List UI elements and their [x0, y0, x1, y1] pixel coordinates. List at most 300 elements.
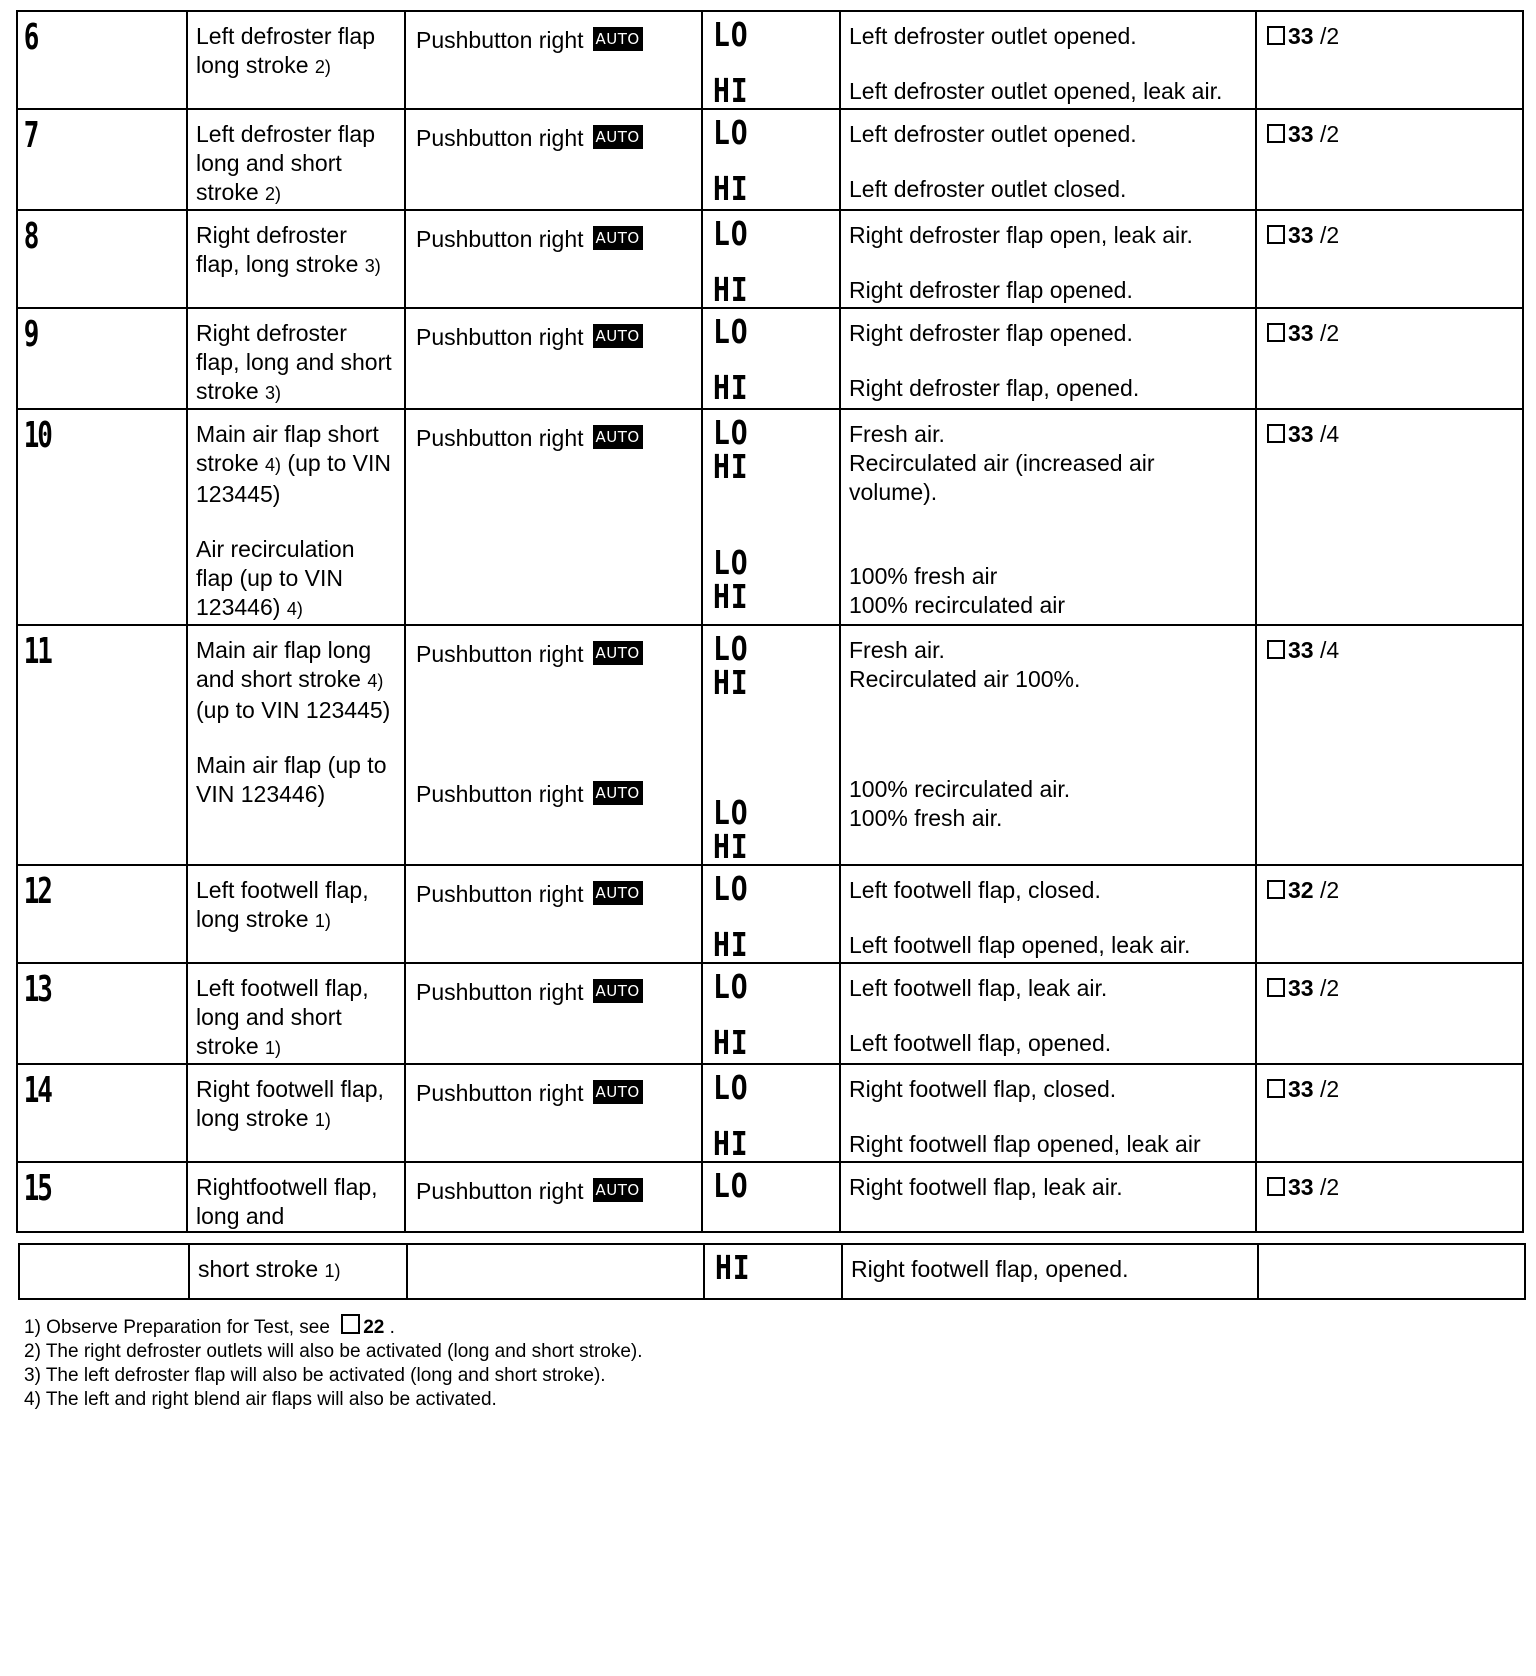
description-cell [187, 865, 405, 963]
description-text [196, 636, 396, 725]
result-text: 100% recirculated air. [849, 776, 1071, 802]
description-part: Left footwell flap, long and short stroke [196, 975, 369, 1059]
footnote-marker: 4) [286, 599, 303, 619]
auto-button-icon: AUTO [593, 641, 643, 665]
button-cell [407, 1244, 704, 1299]
lcd-readout: LO [713, 543, 749, 582]
page-ref-number: 33 [1288, 637, 1314, 663]
results [841, 410, 1255, 620]
step-cell [17, 11, 187, 109]
description-part: Right defroster flap, long stroke [196, 222, 365, 277]
description-text [196, 1173, 396, 1231]
button-label: Pushbutton right [416, 425, 584, 451]
result-cell [840, 963, 1256, 1064]
reference-cell [1258, 1244, 1525, 1299]
page-ref-number: 33 [1288, 421, 1314, 447]
reference-cell [1256, 308, 1523, 409]
result-text: Right defroster flap, opened. [849, 375, 1140, 401]
button-label: Pushbutton right [416, 641, 584, 667]
test-step-row [17, 409, 1523, 625]
page-ref-number: 33 [1288, 23, 1314, 49]
button-label: Pushbutton right [416, 1178, 584, 1204]
button-label: Pushbutton right [416, 1080, 584, 1106]
result-cell [840, 109, 1256, 210]
button-label: Pushbutton right [416, 881, 584, 907]
page-reference [1257, 211, 1522, 250]
description-text [196, 535, 396, 624]
result-cell [840, 865, 1256, 963]
auto-button-icon: AUTO [593, 425, 643, 449]
results [841, 211, 1255, 305]
description [188, 309, 404, 408]
page-reference [1257, 309, 1522, 348]
auto-button-icon: AUTO [593, 125, 643, 149]
result-text: Recirculated air (increased air volume). [849, 450, 1155, 505]
result-text: 100% fresh air [849, 563, 998, 589]
page-ref-number: 33 [1288, 320, 1314, 346]
step-number: 12 [23, 871, 51, 912]
description-cell [187, 1162, 405, 1232]
button-cell [405, 308, 702, 409]
result-text: Left defroster outlet opened. [849, 23, 1137, 49]
results [841, 866, 1255, 960]
lcd-readout: HI [713, 368, 749, 407]
lcd-readout: LO [713, 113, 749, 152]
button-cell [405, 865, 702, 963]
button-label: Pushbutton right [416, 226, 584, 252]
lcd-readout: LO [713, 629, 749, 668]
page-ref-number: 33 [1288, 121, 1314, 147]
result-text: Right footwell flap opened, leak air [849, 1131, 1201, 1157]
result-text: Right footwell flap, opened. [851, 1256, 1129, 1282]
button-instructions [406, 12, 701, 55]
test-step-row [17, 865, 1523, 963]
button-instruction [416, 640, 693, 669]
footnote-marker: 4) [265, 455, 282, 475]
page-ref-icon [1267, 978, 1285, 997]
lcd-readout: HI [713, 577, 749, 616]
lcd-readout: LO [713, 869, 749, 908]
description [188, 964, 404, 1063]
description-cell [187, 625, 405, 865]
step-cell [19, 1244, 189, 1299]
auto-button-icon: AUTO [593, 979, 643, 1003]
lcd-readout: HI [713, 71, 749, 110]
lcd-readout: HI [713, 1124, 749, 1163]
results [841, 110, 1255, 204]
button-instruction [416, 780, 693, 809]
continuation-row [19, 1244, 1525, 1299]
step-number: 15 [23, 1168, 51, 1209]
description [188, 410, 404, 624]
description-text [196, 221, 396, 281]
description-part: Main air flap (up to VIN 123446) [196, 752, 387, 807]
button-instruction [416, 323, 693, 352]
result-text: Right defroster flap opened. [849, 277, 1133, 303]
description-part: Rightfootwell flap, long and [196, 1174, 378, 1229]
button-label: Pushbutton right [416, 125, 584, 151]
lcd-readout: HI [715, 1248, 751, 1287]
footnote-text: 3) The left defroster flap will also be activated (long and short stroke). [24, 1365, 606, 1386]
footnote [24, 1314, 1522, 1340]
auto-button-icon: AUTO [593, 1178, 643, 1202]
result-cell [840, 1064, 1256, 1162]
reference-cell [1256, 409, 1523, 625]
description [188, 866, 404, 936]
display-cell [702, 1162, 840, 1232]
reference-cell [1256, 1064, 1523, 1162]
reference-cell [1256, 1162, 1523, 1232]
display-cell [702, 963, 840, 1064]
description [188, 1163, 404, 1231]
test-step-row [17, 109, 1523, 210]
description-cell [187, 963, 405, 1064]
page-ref-icon [1267, 1177, 1285, 1196]
result-text: 100% recirculated air [849, 592, 1066, 618]
button-instruction [416, 978, 693, 1007]
button-cell [405, 409, 702, 625]
description-cell [187, 409, 405, 625]
description-part: Left defroster flap long stroke [196, 23, 375, 78]
display-readouts [703, 866, 839, 962]
description-text [196, 22, 396, 82]
test-step-row [17, 625, 1523, 865]
description-cell [187, 308, 405, 409]
page-ref-figure: /2 [1313, 877, 1340, 903]
step-cell [17, 109, 187, 210]
test-step-row [17, 210, 1523, 308]
description-cell [187, 11, 405, 109]
results [841, 309, 1255, 403]
lcd-readout: LO [713, 312, 749, 351]
result-text: Left footwell flap, closed. [849, 877, 1101, 903]
page-reference [1257, 866, 1522, 905]
description-text [196, 420, 396, 509]
display-readouts [703, 110, 839, 206]
footnote-marker: 1) [324, 1261, 341, 1281]
result-cell [842, 1244, 1258, 1299]
page-ref-figure: /2 [1313, 320, 1340, 346]
lcd-readout: HI [713, 1023, 749, 1062]
description [188, 211, 404, 281]
result-text: Left footwell flap, opened. [849, 1030, 1112, 1056]
page-ref-figure: /4 [1313, 637, 1340, 663]
step-cell [17, 1064, 187, 1162]
description-part: (up to VIN 123445) [196, 697, 391, 723]
page-ref-icon [1267, 26, 1285, 45]
description [188, 626, 404, 809]
lcd-readout: LO [713, 1068, 749, 1107]
footnote-marker: 2) [314, 57, 331, 77]
lcd-readout: HI [713, 169, 749, 208]
button-label: Pushbutton right [416, 27, 584, 53]
button-instruction [416, 124, 693, 153]
button-cell [405, 1162, 702, 1232]
button-instruction [416, 26, 693, 55]
result-text: Right footwell flap, leak air. [849, 1174, 1123, 1200]
display-readouts [703, 626, 839, 864]
page-ref-figure: /2 [1313, 1174, 1340, 1200]
footnote-marker: 1) [314, 1110, 331, 1130]
footnote [24, 1388, 1522, 1412]
auto-button-icon: AUTO [593, 27, 643, 51]
display-cell [702, 865, 840, 963]
lcd-readout: HI [713, 447, 749, 486]
display-cell [702, 625, 840, 865]
result-text: Right footwell flap, closed. [849, 1076, 1117, 1102]
description-part: Main air flap short stroke [196, 421, 379, 476]
button-cell [405, 210, 702, 308]
page-ref-icon [1267, 124, 1285, 143]
page-ref-figure: /4 [1313, 421, 1340, 447]
description-part: Left footwell flap, long stroke [196, 877, 369, 932]
lcd-readout: LO [713, 1166, 749, 1205]
result-text: Fresh air. [849, 421, 945, 447]
continuation-table [18, 1243, 1526, 1300]
step-cell [17, 625, 187, 865]
auto-button-icon: AUTO [593, 226, 643, 250]
button-instructions [406, 110, 701, 153]
description-text: short stroke [198, 1256, 325, 1282]
test-step-row [17, 11, 1523, 109]
footnote-marker: 2) [265, 184, 282, 204]
button-instructions [406, 1163, 701, 1206]
footnote-text: 1) Observe Preparation for Test, see [24, 1317, 336, 1338]
result-text: Left defroster outlet opened. [849, 121, 1137, 147]
page-ref-number: 33 [1288, 222, 1314, 248]
lcd-readout: HI [713, 663, 749, 702]
footnote-marker: 1) [265, 1038, 282, 1058]
button-cell [405, 11, 702, 109]
page-reference [1257, 626, 1522, 665]
footnote-marker: 3) [265, 383, 282, 403]
step-cell [17, 865, 187, 963]
step-cell [17, 963, 187, 1064]
reference-cell [1256, 625, 1523, 865]
description-part: (up to VIN 123445) [196, 450, 391, 507]
button-cell [405, 1064, 702, 1162]
result-text: Left defroster outlet closed. [849, 176, 1127, 202]
description-part: Main air flap long and short stroke [196, 637, 372, 692]
button-cell [405, 963, 702, 1064]
page-ref-figure: /2 [1313, 1076, 1340, 1102]
button-instructions [406, 309, 701, 352]
result-text: Left footwell flap opened, leak air. [849, 932, 1191, 958]
page-ref-figure: /2 [1313, 121, 1340, 147]
page-ref-icon [1267, 1079, 1285, 1098]
step-number: 9 [23, 314, 38, 355]
step-number: 8 [23, 216, 38, 257]
page-reference [1257, 1163, 1522, 1202]
test-step-row [17, 308, 1523, 409]
auto-button-icon: AUTO [593, 881, 643, 905]
reference-cell [1256, 865, 1523, 963]
button-instruction [416, 1177, 693, 1206]
display-readouts [703, 211, 839, 307]
display-cell [702, 308, 840, 409]
page-ref-icon [1267, 424, 1285, 443]
display-cell [704, 1244, 842, 1299]
page-ref-icon [1267, 225, 1285, 244]
lcd-readout: LO [713, 214, 749, 253]
results [841, 964, 1255, 1058]
page-ref-number: 33 [1288, 1174, 1314, 1200]
reference-cell [1256, 109, 1523, 210]
display-cell [702, 210, 840, 308]
results [841, 1163, 1255, 1202]
result-cell [840, 308, 1256, 409]
description-text [196, 319, 396, 408]
footnote [24, 1340, 1522, 1364]
footnote-marker: 3) [364, 256, 381, 276]
result-text: Left footwell flap, leak air. [849, 975, 1108, 1001]
page-ref-icon [1267, 323, 1285, 342]
footnote-marker: 4) [367, 671, 384, 691]
button-instruction [416, 880, 693, 909]
description-part: Left defroster flap long and short stroke [196, 121, 375, 205]
step-number: 6 [23, 17, 38, 58]
lcd-readout: LO [713, 15, 749, 54]
auto-button-icon: AUTO [593, 324, 643, 348]
display-readouts [703, 1163, 839, 1203]
button-label: Pushbutton right [416, 979, 584, 1005]
page-ref-icon [1267, 640, 1285, 659]
result-text: Right defroster flap open, leak air. [849, 222, 1193, 248]
description [188, 110, 404, 209]
result-text: 100% fresh air. [849, 805, 1003, 831]
page-reference [1257, 110, 1522, 149]
test-step-row [17, 1064, 1523, 1162]
description-cell [187, 210, 405, 308]
result-cell [840, 11, 1256, 109]
page-ref-figure: /2 [1313, 975, 1340, 1001]
auto-button-icon: AUTO [593, 781, 643, 805]
page-ref-number: 33 [1288, 975, 1314, 1001]
description-text [196, 1075, 396, 1135]
step-number: 10 [23, 415, 51, 456]
lcd-readout: HI [713, 925, 749, 964]
display-readouts [703, 309, 839, 405]
result-cell [840, 1162, 1256, 1232]
test-step-row [17, 1162, 1523, 1232]
result-cell [840, 625, 1256, 865]
page-ref-number: 32 [1288, 877, 1314, 903]
step-number: 7 [23, 115, 38, 156]
page-ref-number: 33 [1288, 1076, 1314, 1102]
description [188, 12, 404, 82]
lcd-readout: HI [713, 827, 749, 866]
page-reference [1257, 1065, 1522, 1104]
test-steps-sheet [16, 10, 1522, 1412]
lcd-readout: LO [713, 793, 749, 832]
results [841, 1065, 1255, 1159]
lcd-readout: LO [713, 413, 749, 452]
result-cell [840, 210, 1256, 308]
description-text [196, 751, 396, 809]
button-instruction [416, 1079, 693, 1108]
button-instructions [406, 626, 701, 809]
page-break [16, 1233, 1522, 1243]
page-ref-icon [341, 1314, 360, 1334]
lcd-readout: HI [713, 270, 749, 309]
footnote-marker: 1) [314, 911, 331, 931]
page-ref-number: 22 [363, 1317, 385, 1338]
result-text: Right defroster flap opened. [849, 320, 1133, 346]
description-text [196, 120, 396, 209]
results [841, 12, 1255, 106]
page-reference [1257, 410, 1522, 449]
button-label: Pushbutton right [416, 781, 584, 807]
step-number: 11 [23, 631, 51, 672]
result-text: Left defroster outlet opened, leak air. [849, 78, 1223, 104]
button-instructions [406, 964, 701, 1007]
lcd-readout: LO [713, 967, 749, 1006]
footnote [24, 1364, 1522, 1388]
result-text: Recirculated air 100%. [849, 666, 1081, 692]
display-readouts [703, 964, 839, 1060]
description-text [196, 974, 396, 1063]
step-cell [17, 1162, 187, 1232]
footnote-tail: . [384, 1317, 395, 1338]
button-instructions [406, 1065, 701, 1108]
display-cell [702, 1064, 840, 1162]
display-cell [702, 109, 840, 210]
result-text: Fresh air. [849, 637, 945, 663]
results [841, 626, 1255, 833]
display-readouts [703, 12, 839, 108]
page-ref-figure: /2 [1313, 222, 1340, 248]
description-text [196, 876, 396, 936]
button-instructions [406, 410, 701, 453]
reference-cell [1256, 963, 1523, 1064]
display-cell [702, 409, 840, 625]
step-cell [17, 210, 187, 308]
step-cell [17, 409, 187, 625]
description-cell [187, 1064, 405, 1162]
display-cell [702, 11, 840, 109]
reference-cell [1256, 210, 1523, 308]
description-cell [189, 1244, 407, 1299]
button-instruction [416, 424, 693, 453]
auto-button-icon: AUTO [593, 1080, 643, 1104]
reference-cell [1256, 11, 1523, 109]
description-part: Right footwell flap, long stroke [196, 1076, 384, 1131]
test-step-row [17, 963, 1523, 1064]
page-reference [1257, 964, 1522, 1003]
description-part: Air recirculation flap (up to VIN 123446) [196, 536, 355, 620]
footnote-text: 4) The left and right blend air flaps will also be activated. [24, 1389, 497, 1410]
actuator-test-table [16, 10, 1524, 1233]
button-instructions [406, 866, 701, 909]
footnotes [24, 1314, 1522, 1412]
button-instruction [416, 225, 693, 254]
step-number: 13 [23, 969, 51, 1010]
description-part: Right defroster flap, long and short stroke [196, 320, 392, 404]
display-readouts [703, 1065, 839, 1161]
button-instructions [406, 211, 701, 254]
description-cell [187, 109, 405, 210]
footnote-text: 2) The right defroster outlets will also be activated (long and short stroke). [24, 1341, 643, 1362]
step-number: 14 [23, 1070, 51, 1111]
page-ref-icon [1267, 880, 1285, 899]
button-cell [405, 109, 702, 210]
step-cell [17, 308, 187, 409]
page-reference [1257, 12, 1522, 51]
result-cell [840, 409, 1256, 625]
description [188, 1065, 404, 1135]
display-readouts [703, 410, 839, 614]
button-cell [405, 625, 702, 865]
